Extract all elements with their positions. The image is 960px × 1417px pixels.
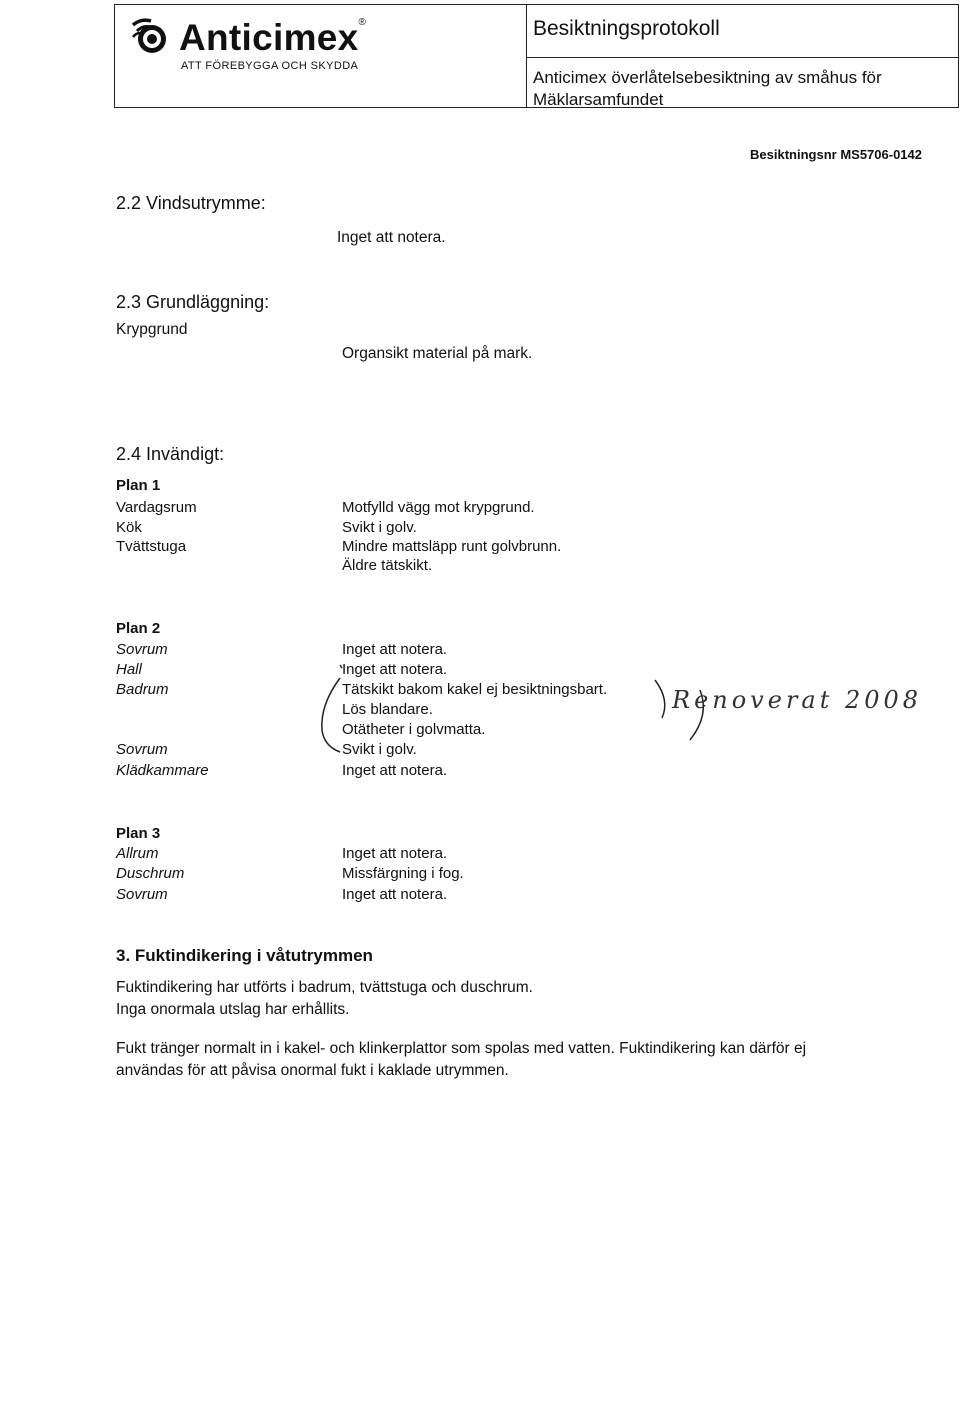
fuktindikering-paragraph-1: Fuktindikering har utförts i badrum, tvättstuga och duschrum. Inga onormala utslag har erhållits.: [116, 979, 533, 1018]
plan2-room: Hall: [116, 661, 142, 678]
plan3-room: Sovrum: [116, 886, 168, 903]
plan1-note: Mindre mattsläpp runt golvbrunn.: [342, 538, 562, 555]
plan1-room: Tvättstuga: [116, 538, 187, 555]
section-heading-grundlaggning: 2.3 Grundläggning:: [116, 292, 270, 312]
document-title: Besiktningsprotokoll: [533, 17, 720, 40]
plan2-note: Svikt i golv.: [342, 741, 417, 758]
section-heading-vindsutrymme: 2.2 Vindsutrymme:: [116, 193, 266, 213]
plan3-title: Plan 3: [116, 825, 161, 842]
plan3-note: Inget att notera.: [342, 845, 448, 862]
header-divider: [526, 5, 527, 107]
plan2-title: Plan 2: [116, 620, 161, 637]
plan1-room: Kök: [116, 519, 142, 536]
handwritten-note: Renoverat 2008: [672, 686, 923, 714]
document-subtitle: Anticimex överlåtelsebesiktning av småhus för Mäklarsamfundet: [533, 68, 882, 109]
plan2-room: Klädkammare: [116, 762, 209, 779]
plan2-note: Inget att notera.: [342, 641, 448, 658]
logo-tagline: ATT FÖREBYGGA OCH SKYDDA: [181, 60, 359, 72]
logo-name: Anticimex®: [179, 17, 367, 58]
section-heading-invandigt: 2.4 Invändigt:: [116, 444, 225, 464]
plan2-room: Sovrum: [116, 741, 168, 758]
plan2-room: Badrum: [116, 681, 169, 698]
plan1-room: Vardagsrum: [116, 499, 197, 516]
plan2-note: Inget att notera.: [342, 762, 448, 779]
handwritten-bracket-marks: [310, 660, 730, 760]
plan3-room: Duschrum: [116, 865, 185, 882]
grundlaggning-subheading: Krypgrund: [116, 321, 188, 338]
plan2-note: Inget att notera.: [342, 661, 448, 678]
plan2-note: Tätskikt bakom kakel ej besiktningsbart.: [342, 681, 608, 698]
inspection-number: Besiktningsnr MS5706-0142: [750, 147, 922, 162]
section-heading-fuktindikering: 3. Fuktindikering i våtutrymmen: [116, 946, 373, 965]
plan2-room: Sovrum: [116, 641, 168, 658]
header-rule: [526, 57, 958, 58]
plan3-note: Inget att notera.: [342, 886, 448, 903]
plan1-note: Motfylld vägg mot krypgrund.: [342, 499, 535, 516]
plan3-room: Allrum: [116, 845, 159, 862]
plan2-note: Lös blandare.: [342, 701, 433, 718]
plan3-note: Missfärgning i fog.: [342, 865, 464, 882]
plan1-title: Plan 1: [116, 477, 161, 494]
fuktindikering-paragraph-2: Fukt tränger normalt in i kakel- och klinkerplattor som spolas med vatten. Fuktindikering kan därför ej användas för att påvisa onormal fukt i kaklade utrymmen.: [116, 1040, 807, 1079]
plan2-note: Otätheter i golvmatta.: [342, 721, 486, 738]
plan1-note: Äldre tätskikt.: [342, 557, 433, 574]
anticimex-logo-icon: [129, 15, 175, 61]
grundlaggning-note: Organsikt material på mark.: [342, 345, 533, 362]
plan1-note: Svikt i golv.: [342, 519, 417, 536]
vindsutrymme-note: Inget att notera.: [337, 229, 446, 246]
document-header: [114, 4, 959, 108]
